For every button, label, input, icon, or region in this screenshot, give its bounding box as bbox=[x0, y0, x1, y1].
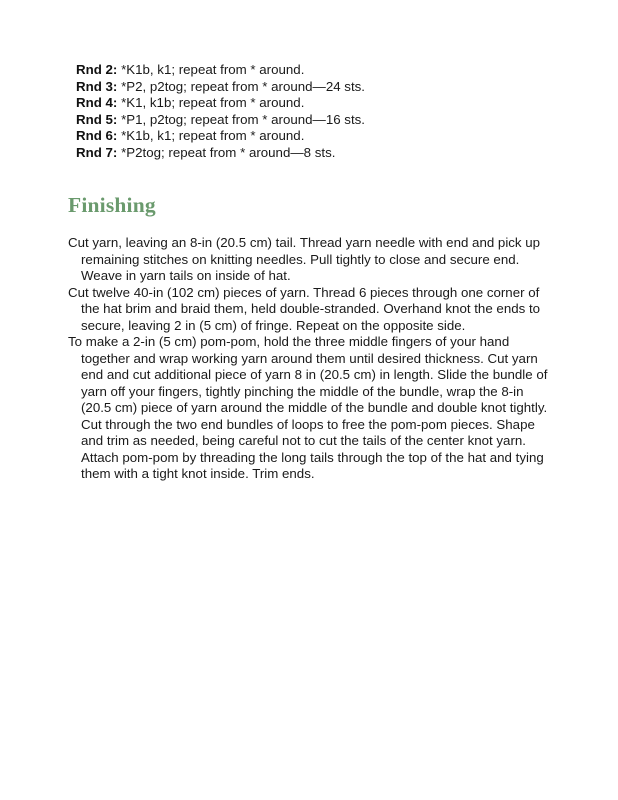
finishing-heading: Finishing bbox=[68, 193, 156, 217]
rounds-list bbox=[76, 62, 552, 161]
paragraph-finishing-3: To make a 2-in (5 cm) pom-pom, hold the three middle fingers of your hand together and wrap working yarn around them until desired thickness. Cut yarn end and cut additional piece of yarn 8 in (20.5 cm) in length. Slide the bundle of yarn off your fingers, tightly pinching the middle of the bundle, wrap the 8-in (20.5 cm) piece of yarn around the middle of the bundle and double knot tightly. Cut through the two end bundles of loops to free the pom-pom pieces. Shape and trim as needed, being careful not to cut the tails of the center knot yarn. Attach pom-pom by threading the long tails through the top of the hat and tying them with a tight knot inside. Trim ends. bbox=[68, 334, 548, 481]
round-item bbox=[76, 112, 552, 129]
round-item bbox=[76, 145, 552, 162]
round-text: *K1b, k1; repeat from * around. bbox=[121, 62, 305, 77]
round-label: Rnd 7: bbox=[76, 144, 118, 160]
round-label: Rnd 5: bbox=[76, 111, 118, 127]
round-item bbox=[76, 62, 552, 79]
document-content bbox=[68, 62, 552, 483]
round-text: *K1b, k1; repeat from * around. bbox=[121, 128, 305, 143]
round-text: *P2, p2tog; repeat from * around—24 sts. bbox=[121, 78, 365, 94]
round-label: Rnd 4: bbox=[76, 95, 118, 110]
round-label: Rnd 2: bbox=[76, 62, 118, 77]
round-label: Rnd 6: bbox=[76, 128, 118, 143]
round-item bbox=[76, 128, 552, 145]
round-item bbox=[76, 95, 552, 112]
paragraph-finishing-1: Cut yarn, leaving an 8-in (20.5 cm) tail. Thread yarn needle with end and pick up remaining stitches on knitting needles. Pull tightly to close and secure end. Weave in yarn tails on inside of hat. bbox=[68, 235, 541, 283]
round-text: *P1, p2tog; repeat from * around—16 sts. bbox=[121, 111, 365, 127]
round-label: Rnd 3: bbox=[76, 78, 118, 94]
round-text: *P2tog; repeat from * around—8 sts. bbox=[121, 144, 336, 160]
round-item bbox=[76, 79, 552, 96]
round-text: *K1, k1b; repeat from * around. bbox=[121, 95, 305, 110]
paragraph-finishing-2: Cut twelve 40-in (102 cm) pieces of yarn. Thread 6 pieces through one corner of the hat brim and braid them, held double-stranded. Overhand knot the ends to secure, leaving 2 in (5 cm) of fringe. Repeat on the opposite side. bbox=[68, 284, 541, 333]
